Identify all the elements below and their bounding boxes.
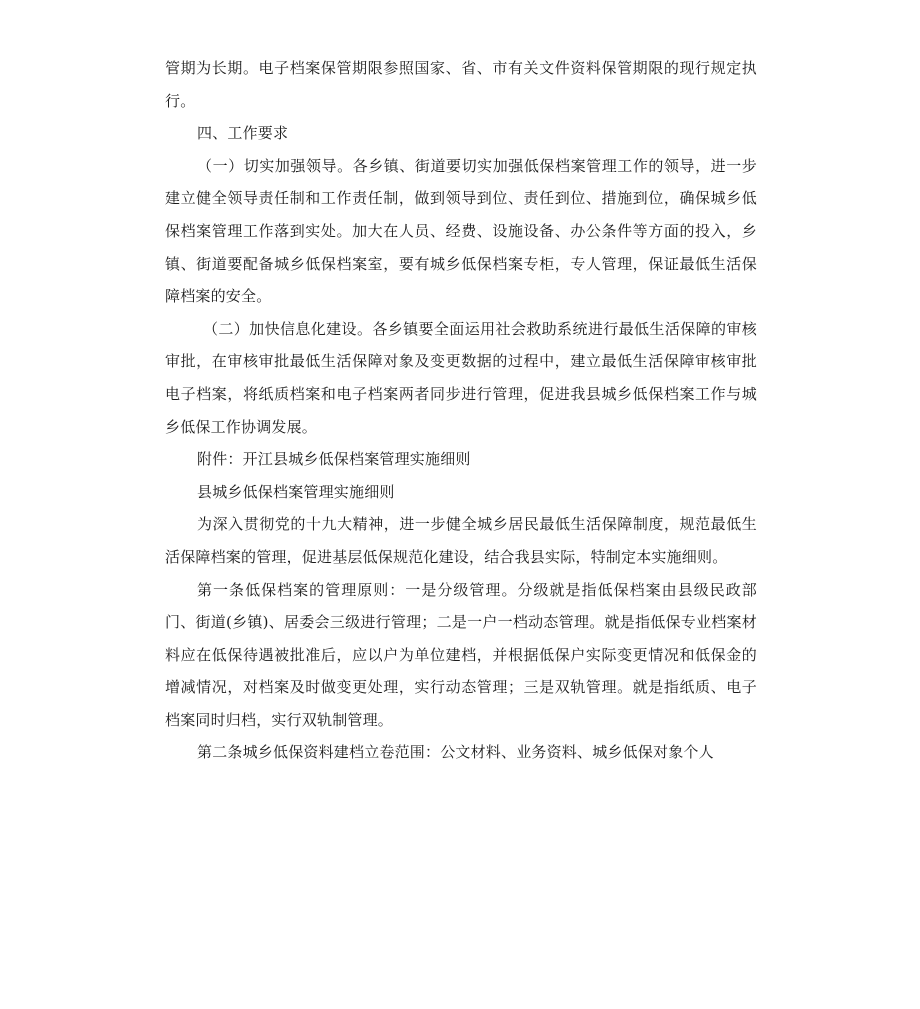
- paragraph-article-one: 第一条低保档案的管理原则：一是分级管理。分级就是指低保档案由县级民政部门、街道(乡镇)、居委会三级进行管理；二是一户一档动态管理。就是指低保专业档案材料应在低保待遇被批准后，应以户为单位建档，并根据低保户实际变更情况和低保金的增减情况，对档案及时做变更处理，实行动态管理；三是双轨管理。就是指纸质、电子档案同时归档，实行双轨制管理。: [165, 580, 757, 729]
- paragraph-informatization: （二）加快信息化建设。各乡镇要全面运用社会救助系统进行最低生活保障的审核审批，在审核审批最低生活保障对象及变更数据的过程中，建立最低生活保障审核审批电子档案，将纸质档案和电子档案两者同步进行管理，促进我县城乡低保档案工作与城乡低保工作协调发展。: [165, 319, 757, 436]
- attachment-line: 附件：开江县城乡低保档案管理实施细则: [197, 450, 471, 469]
- paragraph-retention-period: 管期为长期。电子档案保管期限参照国家、省、市有关文件资料保管期限的现行规定执行。: [165, 59, 757, 110]
- paragraph-preamble: 为深入贯彻党的十九大精神，进一步健全城乡居民最低生活保障制度，规范最低生活保障档案的管理，促进基层低保规范化建设，结合我县实际，特制定本实施细则。: [165, 515, 757, 566]
- section-heading-work-requirements: 四、工作要求: [197, 124, 289, 143]
- subtitle-implementation-rules: 县城乡低保档案管理实施细则: [197, 482, 395, 501]
- paragraph-strengthen-leadership: （一）切实加强领导。各乡镇、街道要切实加强低保档案管理工作的领导，进一步建立健全领导责任制和工作责任制，做到领导到位、责任到位、措施到位，确保城乡低保档案管理工作落到实处。加大在人员、经费、设施设备、办公条件等方面的投入，乡镇、街道要配备城乡低保档案室，要有城乡低保档案专柜，专人管理，保证最低生活保障档案的安全。: [165, 156, 757, 306]
- document-body: [165, 52, 757, 769]
- paragraph-article-two: 第二条城乡低保资料建档立卷范围：公文材料、业务资料、城乡低保对象个人: [197, 743, 714, 762]
